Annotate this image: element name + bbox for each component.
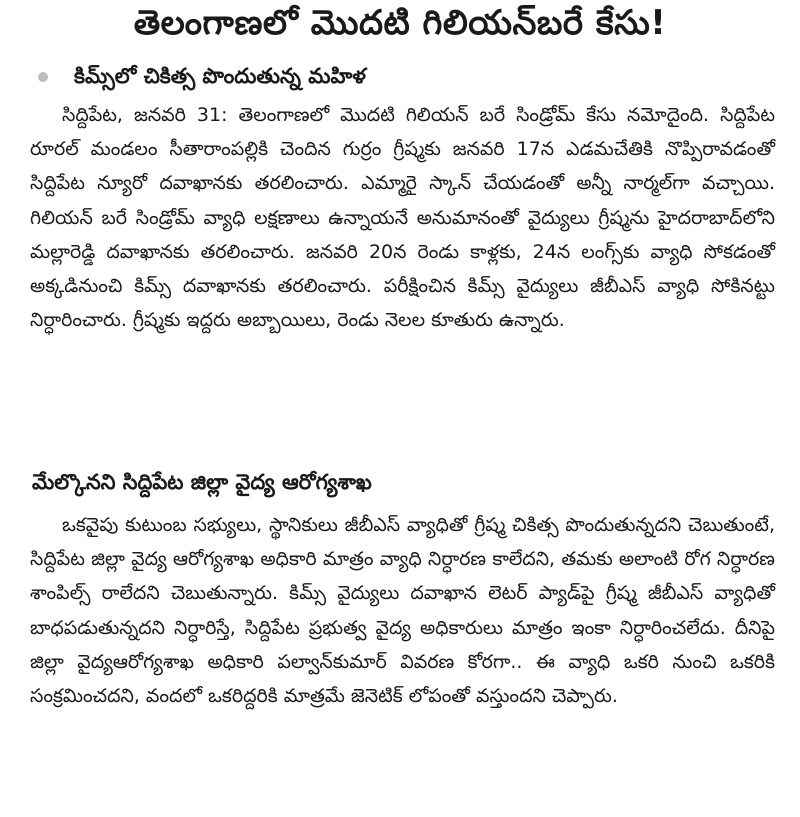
subheadline	[28, 56, 366, 96]
article-paragraph-1: సిద్దిపేట, జనవరి 31: తెలంగాణలో మొదటి గిలియన్ బరే సిండ్రోమ్ కేసు నమోదైంది. సిద్దిపేట రూరల్ మండలం సీతారాంపల్లికి చెందిన గుర్రం గ్రీష్మకు జనవరి 17న ఎడమచేతికి నొప్పిరావడంతో సిద్దిపేట న్యూరో దవాఖానకు తరలించారు. ఎమ్మారై స్కాన్ చేయడంతో అన్నీ నార్మల్‌గా వచ్చాయి. గిలియన్ బరే సిండ్రోమ్ వ్యాధి లక్షణాలు ఉన్నాయనే అనుమానంతో వైద్యులు గ్రీష్మను హైదరాబాద్‌లోని మల్లారెడ్డి దవాఖానకు తరలించారు. జనవరి 20న రెండు కాళ్లకు, 24న లంగ్స్‌కు వ్యాధి సోకడంతో అక్కడినుంచి కిమ్స్ దవాఖానకు తరలించారు. పరీక్షించిన కిమ్స్ వైద్యులు జీబీఎస్ వ్యాధి సోకినట్టు నిర్ధారించారు. గ్రీష్మకు ఇద్దరు అబ్బాయిలు, రెండు నెలల కూతురు ఉన్నారు.	[30, 104, 775, 332]
article-paragraph-2: ఒకవైపు కుటుంబ సభ్యులు, స్థానికులు జీబీఎస్ వ్యాధితో గ్రీష్మ చికిత్స పొందుతున్నదని చెబుతుంటే, సిద్దిపేట జిల్లా వైద్య ఆరోగ్యశాఖ అధికారి మాత్రం వ్యాధి నిర్ధారణ కాలేదని, తమకు అలాంటి రోగ నిర్ధారణ శాంపిల్స్ రాలేదని చెబుతున్నారు. కిమ్స్ వైద్యులు దవాఖాన లెటర్ ప్యాడ్‌పై గ్రీష్మ జీబీఎస్ వ్యాధితో బాధపడుతున్నదని నిర్ధారిస్తే, సిద్దిపేట ప్రభుత్వ వైద్య అధికారులు మాత్రం ఇంకా నిర్ధారించలేదు. దీనిపై జిల్లా వైద్యఆరోగ్యశాఖ అధికారి పల్వాన్‌కుమార్ వివరణ కోరగా.. ఈ వ్యాధి ఒకరి నుంచి ఒకరికి సంక్రమించదని, వందలో ఒకరిద్దరికి మాత్రమే జెనెటిక్ లోపంతో వస్తుందని చెప్పారు.	[30, 514, 775, 708]
bullet-icon	[38, 72, 48, 82]
headline: తెలంగాణలో మొదటి గిలియన్‌బరే కేసు!	[133, 3, 667, 43]
subheadline-text: కిమ్స్‌లో చికిత్స పొందుతున్న మహిళ	[74, 64, 366, 88]
headline-block	[30, 0, 770, 46]
section-heading: మేల్కొనని సిద్దిపేట జిల్లా వైద్య ఆరోగ్యశాఖ	[32, 470, 372, 494]
